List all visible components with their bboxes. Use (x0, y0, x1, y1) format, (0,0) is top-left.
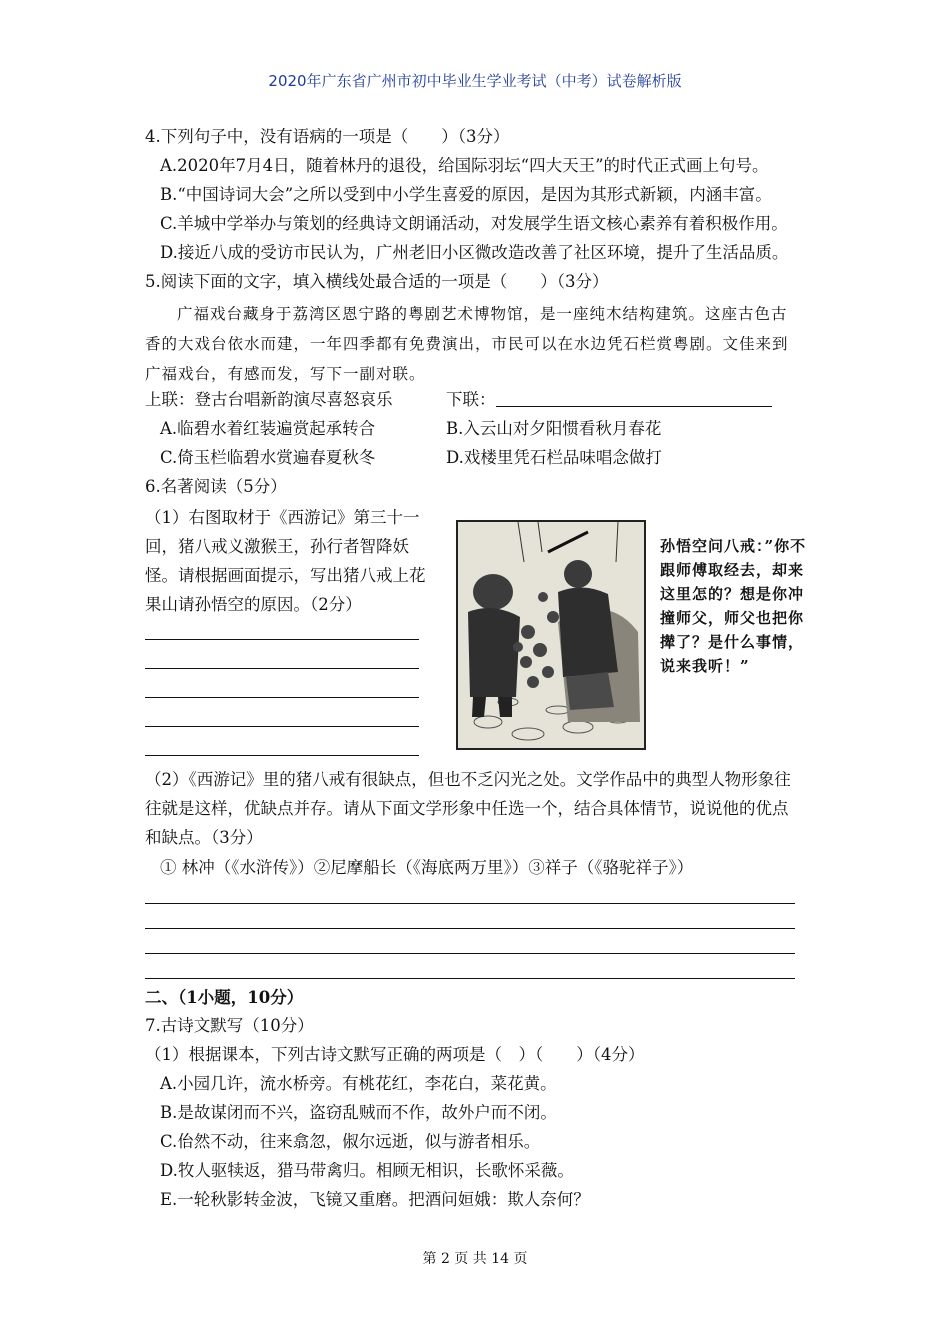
q5-lower-couplet-blank (496, 406, 772, 407)
q5-passage-line-3: 广福戏台，有感而发，写下一副对联。 (145, 365, 426, 383)
q7-stem: 7.古诗文默写（10分） (145, 1016, 314, 1035)
q5-option-d: D.戏楼里凭石栏品味唱念做打 (446, 448, 662, 467)
q4-option-a: A.2020年7月4日，随着林丹的退役，给国际羽坛“四大天王”的时代正式画上句号。 (160, 156, 769, 175)
q6-sub1-line-3: 怪。请根据画面提示，写出猪八戒上花 (145, 566, 426, 585)
answer-line (145, 953, 795, 954)
journey-to-the-west-illustration (456, 520, 646, 750)
q4-stem: 4.下列句子中，没有语病的一项是（ ）（3分） (145, 127, 510, 146)
q6-sub1-line-2: 回，猪八戒义激猴王，孙行者智降妖 (145, 537, 409, 556)
q5-passage-line-1: 广福戏台藏身于荔湾区恩宁路的粤剧艺术博物馆，是一座纯木结构建筑。这座古色古 (177, 305, 788, 323)
section-2-heading: 二、（1小题，10分） (145, 988, 304, 1007)
answer-line (145, 928, 795, 929)
q6-character-options: ① 林冲（《水浒传》）②尼摩船长（《海底两万里》）③祥子（《骆驼祥子》） (160, 858, 694, 877)
answer-line (145, 697, 419, 698)
q5-passage-line-2: 香的大戏台依水而建，一年四季都有免费演出，市民可以在水边凭石栏赏粤剧。文佳来到 (145, 335, 789, 353)
answer-line (145, 726, 419, 727)
q7-option-d: D.牧人驱犊返，猎马带禽归。相顾无相识，长歌怀采薇。 (160, 1161, 574, 1180)
q6-sub1-line-1: （1）右图取材于《西游记》第三十一 (145, 508, 420, 527)
q7-option-e: E.一轮秋影转金波，飞镜又重磨。把酒问姮娥：欺人奈何？ (160, 1190, 590, 1209)
q5-upper-couplet: 上联：登古台唱新韵演尽喜怒哀乐 (145, 390, 393, 409)
q5-stem: 5.阅读下面的文字，填入横线处最合适的一项是（ ）（3分） (145, 272, 609, 291)
q6-sub1-line-4: 果山请孙悟空的原因。（2分） (145, 595, 362, 614)
q4-option-d: D.接近八成的受访市民认为，广州老旧小区微改造改善了社区环境，提升了生活品质。 (160, 243, 789, 262)
answer-line (145, 755, 419, 756)
answer-line (145, 639, 419, 640)
illustration-caption: 孙悟空问八戒：”你不跟师傅取经去，却来这里怎的？想是你冲撞师父，师父也把你撵了？是什么事情，说来我听！” (660, 537, 807, 675)
q6-sub2-line-1: （2）《西游记》里的猪八戒有很缺点，但也不乏闪光之处。文学作品中的典型人物形象往 (145, 770, 791, 789)
q5-option-c: C.倚玉栏临碧水赏遍春夏秋冬 (160, 448, 376, 467)
answer-line (145, 978, 795, 979)
q5-option-b: B.入云山对夕阳惯看秋月春花 (446, 419, 662, 438)
q6-sub2-line-2: 往就是这样，优缺点并存。请从下面文学形象中任选一个，结合具体情节，说说他的优点 (145, 799, 789, 818)
q7-option-a: A.小园几许，流水桥旁。有桃花红，李花白，菜花黄。 (160, 1074, 557, 1093)
q6-sub2-line-3: 和缺点。（3分） (145, 828, 263, 847)
page-header: 2020年广东省广州市初中毕业生学业考试（中考）试卷解析版 (268, 72, 682, 90)
page-footer: 第 2 页 共 14 页 (422, 1251, 528, 1267)
q4-option-c: C.羊城中学举办与策划的经典诗文朗诵活动，对发展学生语文核心素养有着积极作用。 (160, 214, 788, 233)
answer-line (145, 903, 795, 904)
q7-option-b: B.是故谋闭而不兴，盗窃乱贼而不作，故外户而不闭。 (160, 1103, 557, 1122)
q4-option-b: B.“中国诗词大会”之所以受到中小学生喜爱的原因，是因为其形式新颖，内涵丰富。 (160, 185, 772, 204)
answer-line (145, 668, 419, 669)
q7-option-c: C.佁然不动，往来翕忽，俶尔远逝，似与游者相乐。 (160, 1132, 541, 1151)
q5-option-a: A.临碧水着红装遍赏起承转合 (160, 419, 376, 438)
q7-sub1: （1）根据课本，下列古诗文默写正确的两项是（ ）（ ）（4分） (145, 1045, 645, 1064)
q6-stem: 6.名著阅读（5分） (145, 477, 287, 496)
q5-lower-couplet-label: 下联： (446, 390, 496, 409)
